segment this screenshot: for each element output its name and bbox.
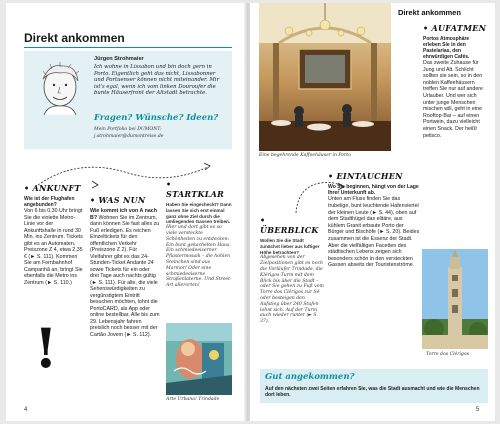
aufatmen-lead: Portos Atmosphäre erleben Sie in den Pastelarias, den ehrwürdigen Cafés.: [423, 36, 470, 60]
ankunft-heading: • ANKUNFT: [24, 183, 81, 193]
footer-text: Auf den nächsten zwei Seiten erfahren Sie, was die Stadt ausmacht und wie die Menschen dort leben.: [265, 386, 480, 399]
was-nun-heading: • WAS NUN: [90, 195, 146, 205]
tower-photo: [422, 249, 488, 349]
right-page: [250, 3, 495, 421]
footer-box: [260, 369, 488, 403]
startklar-section: [166, 179, 232, 289]
cafe-interior-photo: [259, 3, 391, 151]
eintauchen-heading-text: EINTAUCHEN: [336, 171, 403, 181]
questions-heading: Fragen? Wünsche? Ideen?: [94, 113, 219, 123]
street-art-photo: [166, 323, 232, 395]
cafe-photo-caption: Eine begehrende Kaffeehäuser in Porto: [259, 153, 351, 158]
author-intro-text: Ich wohne in Lissabon und bin doch gern in Porto. Eigentlich geht das nicht, Lissabonner und Portuenser können nicht miteinander. Mir ist's egal, wenn ich vom linken Douroufer die bunte Häuserfront der Altstadt betrachte.: [94, 64, 220, 97]
chapter-title: Direkt ankommen: [24, 31, 125, 45]
eintauchen-text: Unten am Fluss finden Sie das trubelige, bunt leuchtende Hafenviertel der kleinen Leute (► S. 44), oben auf dem Stadthügel das elitäre, aus kühlem Granit erbaute Porto der Bürger und Bischöfe (► S. 20). Beides zusammen ist die Essenz der Stadt. Aber die vielfältigen Facetten des städtischen Lebens zeigen sich besonders schön in den versteckten Gassen abseits der Touristenströme.: [328, 196, 420, 269]
ueberblick-text: Abgesehen von der Zielpositionen gibt es noch die Vorläufer Trindade, die Klérigos-Turm mit dem Blick bis über die Stadt – oder Sie gehen zu Fuß vom Torre dos Clérigos zur Sé oder besteigen den Aufstieg über 240 Stufen lohnt sich. Auf der Turm auch wieder runter (► S. 37).: [260, 255, 324, 325]
ueberblick-lead: Wollen Sie die Stadt zunächst lieber aus luftiger Höhe betrachten?: [260, 238, 320, 255]
contact-label: Mein Portfolio bei DUMONT:: [94, 127, 162, 132]
ueberblick-heading-text: ÜBERBLICK: [260, 225, 319, 235]
ankunft-heading-text: ANKUNFT: [32, 183, 81, 193]
aufatmen-text: Das zweite Zuhause für Jung und Alt. Schlicht sollten sie sein, so in den noblen Kaffeehäusern treffen Sie nur auf andere Urlauber. Und wer sich unter junge Menschen mischen will, geht in eine Rooftop-Bar – auf einen Portwein, dazu vielleicht einen Snack. Der heißt petisco.: [423, 60, 483, 139]
ueberblick-heading: • ÜBERBLICK: [260, 215, 319, 235]
running-header: [390, 3, 495, 17]
street-art-caption: Arte Urbana! Trindade: [166, 397, 220, 402]
page-number-right: 5: [476, 407, 480, 413]
was-nun-heading-text: WAS NUN: [98, 195, 146, 205]
eintauchen-heading: • EINTAUCHEN: [328, 171, 403, 181]
route-arrow-right: [290, 173, 350, 217]
author-name: Jürgen Strohmaier: [94, 56, 144, 62]
footer-title: Gut angekommen?: [265, 372, 355, 382]
running-header-label: Direkt ankommen: [398, 8, 461, 17]
author-portrait: [30, 57, 90, 115]
ueberblick-section: [260, 215, 324, 325]
startklar-heading: • STARTKLAR: [166, 179, 225, 199]
was-nun-section: [90, 195, 160, 338]
aufatmen-heading-text: AUFATMEN: [431, 23, 487, 33]
contact-email[interactable]: j.strohmaier@dumontreise.de: [94, 134, 164, 139]
ankunft-lead: Wie ist der Flughafen angebunden?: [24, 196, 75, 208]
was-nun-text: Wohnen Sie im Zentrum, dann können Sie fast alles zu Fuß erledigen. Es reichen Einzeltickets für den öffentlichen Verkehr (Preiszone Z 2). Für Vielfahrer gibt es das 24-Stunden-Ticket Andante 24 sowie Tickets für ein oder drei Tage auch nachts gültig (► S. 111). Für alle, die viele Sehenswürdigkeiten zu vergünstigtem Eintritt besuchen möchten, lohnt die PortoCARD, als App oder online bestellbar. Alle bis zum 29. Lebensjahr fahren preislich noch besser mit der Cartão Jovem (► S. 112).: [90, 214, 160, 338]
author-intro-box: [24, 51, 232, 149]
was-nun-body: [90, 208, 160, 338]
was-nun-lead: Wie kommt ich von A nach B?: [90, 208, 157, 221]
aufatmen-heading: • AUFATMEN: [423, 23, 487, 33]
tower-caption: Torre dos Clérigos: [426, 352, 469, 357]
aufatmen-section: [423, 23, 487, 139]
startklar-heading-text: STARTKLAR: [166, 189, 225, 199]
ankunft-section: [24, 183, 84, 286]
exclamation-icon: !: [34, 316, 58, 380]
ankunft-text: Von 6 bis 0.30 Uhr bringt Sie die violette Metro-Linie vor der Ankunftshalle in rund 30 Min. ins Zentrum. Tickets gibt es an Automaten, Preiszone Z 4, etwa 2,35 € (► S. 111). Kommen Sie am Fernbahnhof Campanhã an, bringt Sie ebenfalls die Metro ins Zentrum (► S. 110.): [24, 208, 83, 286]
eintauchen-lead: Wo Sie beginnen, hängt von der Lage Ihrer Unterkunft ab.: [328, 184, 419, 197]
title-rule: [24, 47, 232, 48]
startklar-text: Hier und dort gibt es so viele versteckte Schönheiten zu entdecken: Ein bunt gekachelten Haus. Ein schmiedeeiserner Pflastermosaik – die hohlen Steinchen sind aus Marmor! Oder eine schmiedeeiserne Straßenlaterne. Und Street-Art allerorten!: [166, 225, 232, 289]
page-number-left: 4: [24, 407, 28, 413]
startklar-lead: Haben Sie eingecheckt? Dann lassen Sie sich erst einmal ganz ohne Ziel durch die umliegenden Gassen treiben.: [166, 202, 232, 225]
left-page: [6, 3, 246, 421]
